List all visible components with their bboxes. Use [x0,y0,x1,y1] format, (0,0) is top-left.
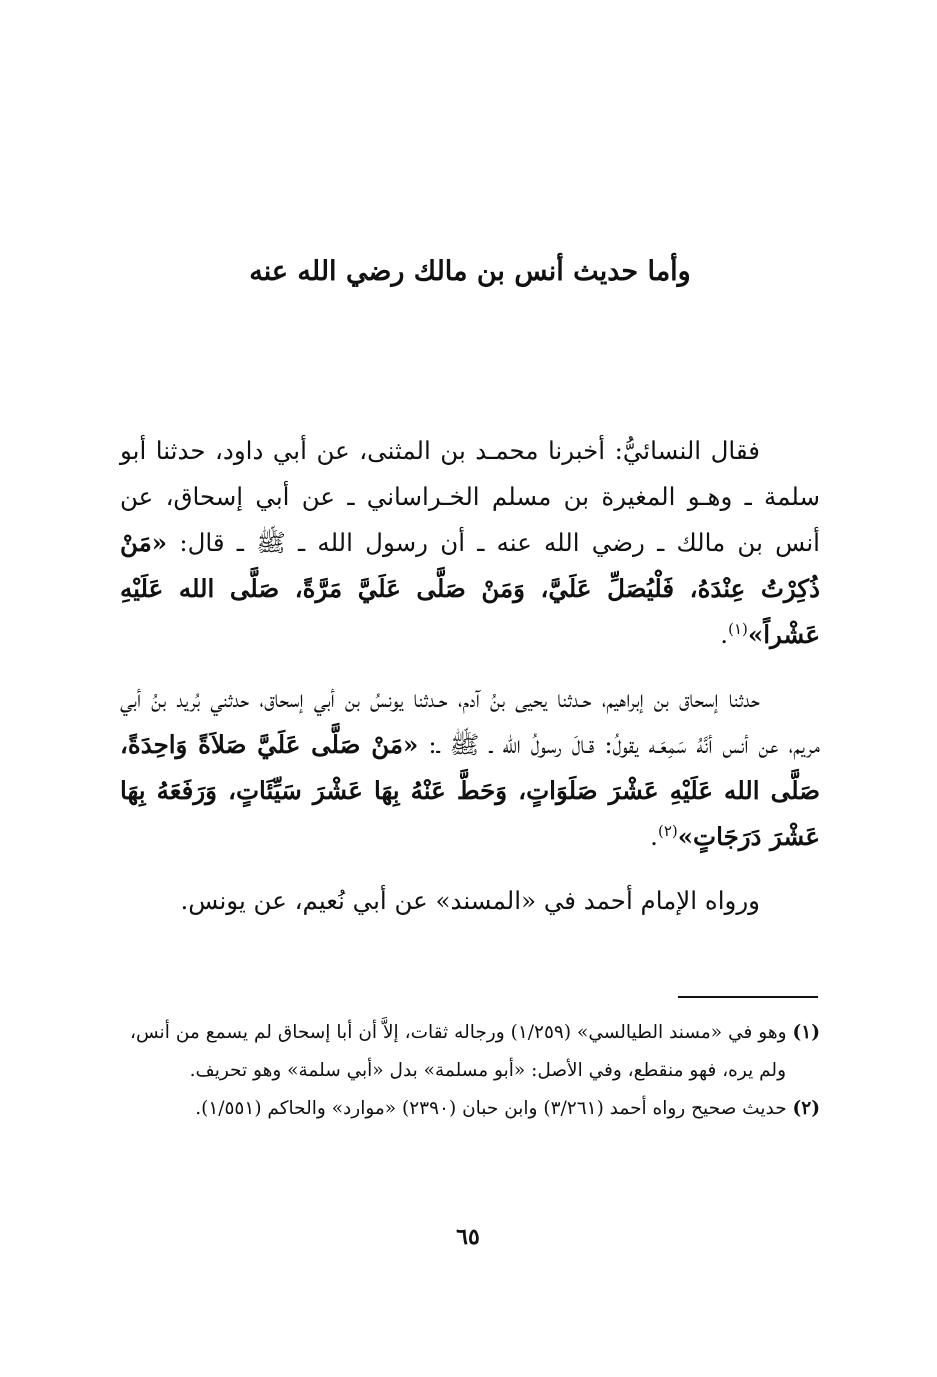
hadith-quote: «مَنْ ذُكِرْتُ عِنْدَهُ، فَلْيُصَلِّ عَلَيَّ، وَمَنْ صَلَّى عَلَيَّ مَرَّةً، صَلَّى الله عَلَيْهِ عَشْراً» [120,528,820,649]
paragraph-end: . [650,822,658,851]
footnote-separator [678,996,818,998]
footnotes [130,1014,820,1128]
footnote-text: حديث صحيح رواه أحمد (٣/٢٦١) وابن حبان (٢٣٩٠) «موارد» والحاكم (١/٥٥١). [195,1098,793,1119]
footnote-reference: (١) [728,619,748,638]
footnote-marker: (٢) [792,1098,820,1119]
paragraph-text: فقال النسائيُّ: أخبرنا محمـد بن المثنى، عن أبي داود، حدثنا أبو سلمة ـ وهـو المغيرة بن مسلم الخـراساني ـ عن أبي إسحاق، عن أنس بن مالك ـ رضي الله عنه ـ أن رسول الله ـ ﷺ ـ قال: [120,436,820,557]
footnote-reference: (٢) [657,821,678,840]
footnote-text: وهو في «مسند الطيالسي» (١/٢٥٩) ورجاله ثقات، إلاَّ أن أبا إسحاق لم يسمع من أنس، ولم يره، فهو منقطع، وفي الأصل: «أبو مسلمة» بدل «أبي سلمة» وهو تحريف. [130,1022,793,1081]
paragraph-nasai-hadith [120,428,820,658]
paragraph-text: حدثنا إسحاق بن إبراهيم، حـدثنا يحيى بنُ آدم، حـدثنا يونسُ بن أبي إسحاق، حدثني بُريد بنُ أبي مريم، عن أنس أنَّهُ سَمِعَـه يقولُ: قـالَ رسولُ الله ـ ﷺ ـ: [120,684,820,759]
footnote-marker: (١) [792,1022,820,1043]
hadith-quote: «مَنْ صَلَّى عَلَيَّ صَلاَةً وَاحِدَةً، صَلَّى الله عَلَيْهِ عَشْرَ صَلَوَاتٍ، وَحَطَّ عَنْهُ بِهَا عَشْرَ سَيِّئَاتٍ، وَرَفَعَهُ بِهَا عَشْرَ دَرَجَاتٍ» [120,730,820,851]
page-number: ٦٥ [456,1224,480,1250]
footnote-item [130,1090,820,1128]
paragraph-end: . [720,620,729,649]
paragraph-ishaq-hadith [120,676,820,860]
section-heading: وأما حديث أنس بن مالك رضي الله عنه [249,256,691,287]
paragraph-ahmad-narration [120,878,820,924]
paragraph-text: ورواه الإمام أحمد في «المسند» عن أبي نُعيم، عن يونس. [180,886,760,915]
main-text [120,428,820,924]
footnote-item [130,1014,820,1090]
